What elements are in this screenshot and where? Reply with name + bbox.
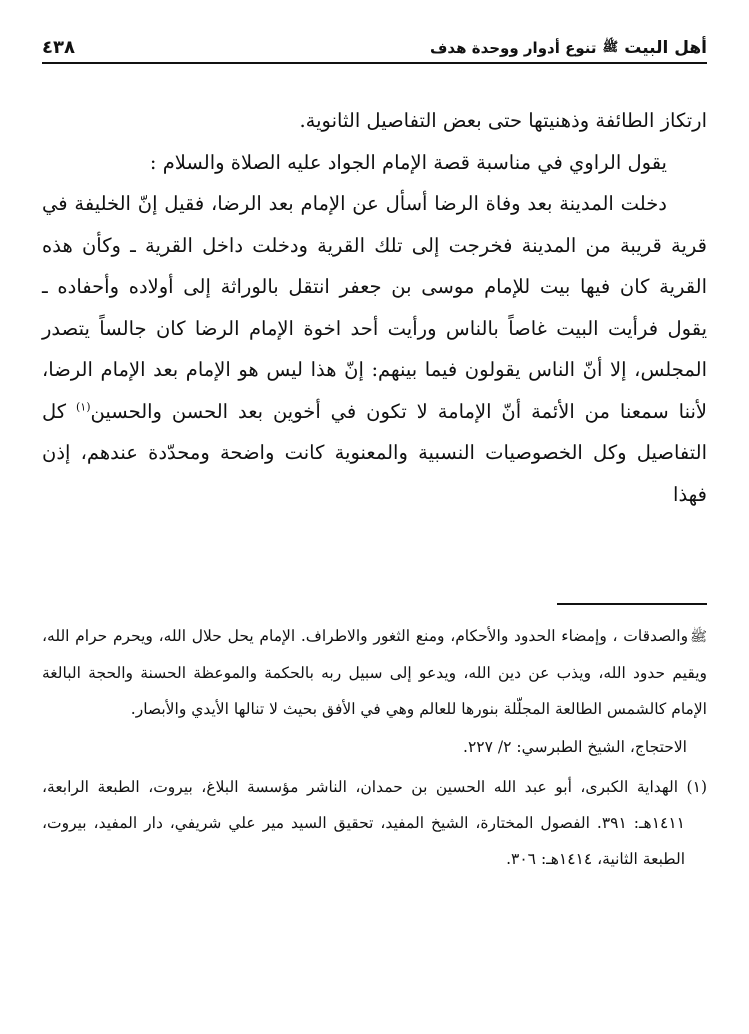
paragraph-1: ارتكاز الطائفة وذهنيتها حتى بعض التفاصيل الثانوية. — [299, 109, 707, 132]
running-header — [42, 28, 707, 58]
footnote-continuation-text: والصدقات ، وإمضاء الحدود والأحكام، ومنع الثغور والاطراف. الإمام يحل حلال الله، ويحرم حرام الله، ويقيم حدود الله، ويذب عن دين الله، ويدعو إلى سبيل ربه بالحكمة والموعظة الحسنة والحجة البالغة الإمام كالشمس الطالعة المجلّلة بنورها للعالم وهي في الأفق بحيث لا تنالها الأيدي والأبصار. — [42, 627, 707, 718]
book-subtitle: تنوع أدوار ووحدة هدف — [430, 39, 597, 57]
honorific-glyph-icon: ﷺ — [690, 629, 707, 645]
paragraph-3 — [42, 183, 707, 515]
paragraph-3-text-b: كل التفاصيل وكل الخصوصيات النسبية والمعنوية كانت واضحة ومحدّدة عندهم، إذن فهذا — [42, 399, 707, 506]
honorific-glyph: ﷺ — [602, 39, 619, 55]
footnote-1: (١) الهداية الكبرى، أبو عبد الله الحسين بن حمدان، الناشر مؤسسة البلاغ، بيروت، الطبعة الرابعة، ١٤١١هـ: ٣٩١. الفصول المختارة، الشيخ المفيد، تحقيق السيد مير علي شريفي، دار المفيد، بيروت، الطبعة الثانية، ١٤١٤هـ: ٣٠٦. — [42, 778, 707, 868]
header-title — [430, 38, 707, 58]
footnote-continuation — [42, 618, 707, 727]
page-number: ٤٣٨ — [42, 37, 75, 58]
footnote-divider — [557, 603, 707, 605]
paragraph-2: يقول الراوي في مناسبة قصة الإمام الجواد عليه الصلاة والسلام : — [149, 150, 667, 174]
footnote-source: الاحتجاج، الشيخ الطبرسي: ٢/ ٢٢٧. — [463, 738, 687, 756]
header-divider — [42, 62, 707, 64]
main-text — [42, 100, 707, 515]
footnotes — [42, 618, 707, 877]
book-title: أهل البيت — [624, 38, 707, 58]
footnote-ref-1[interactable]: (١) — [75, 400, 91, 413]
paragraph-3-text-a: دخلت المدينة بعد وفاة الرضا أسأل عن الإمام بعد الرضا، فقيل إنّ الخليفة في قرية قريبة من المدينة فخرجت إلى تلك القرية ودخلت داخل القرية ـ وكأن هذه القرية كان فيها بيت للإمام موسى بن جعفر انتقل بالوراثة إلى أولاده وأحفاده ـ يقول فرأيت البيت غاصاً بالناس ورأيت أحد اخوة الإمام الرضا كان جالساً يتصدر المجلس، إلا أنّ الناس يقولون فيما بينهم: إنّ هذا ليس هو الإمام بعد الإمام الرضا، لأننا سمعنا من الأئمة أنّ الإمامة لا تكون في أخوين بعد الحسن والحسين — [42, 192, 708, 423]
